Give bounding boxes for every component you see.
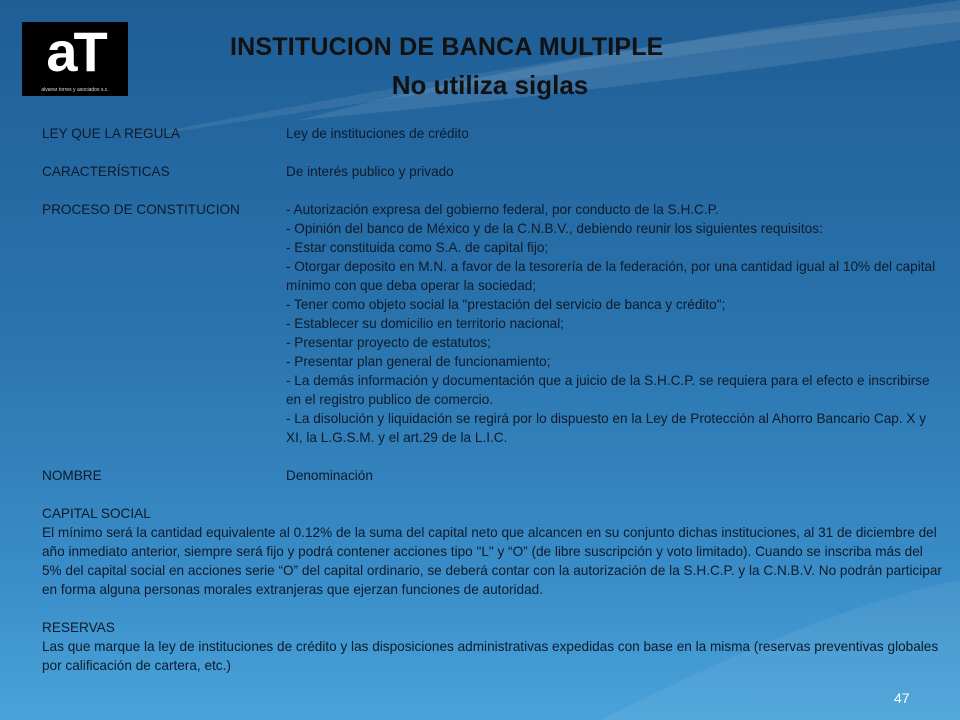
reservas-label: RESERVAS [42, 620, 115, 635]
logo-tagline: alvarez torres y asociados s.c. [41, 87, 109, 93]
proceso-item: - Opinión del banco de México y de la C.N.B.V., debiendo reunir los siguientes requisitos: [286, 221, 823, 236]
proceso-item: - Presentar proyecto de estatutos; [286, 335, 491, 350]
page-number: 47 [894, 690, 910, 706]
proceso-item: - Tener como objeto social la "prestación del servicio de banca y crédito"; [286, 297, 726, 312]
page-subtitle: No utiliza siglas [391, 70, 589, 100]
nombre-row [42, 466, 942, 485]
proceso-item: - Presentar plan general de funcionamiento; [286, 354, 551, 369]
proceso-first: - Autorización expresa del gobierno federal, por conducto de la S.H.C.P. [286, 202, 719, 217]
reservas-text: Las que marque la ley de instituciones de crédito y las disposiciones administrativas expedidas con base en la misma (reservas preventivas globales por calificación de cartera, etc.) [42, 639, 939, 673]
nombre-value: Denominación [286, 468, 373, 483]
proceso-item: - Establecer su domicilio en territorio nacional; [286, 316, 565, 331]
logo-mark: aT [46, 22, 104, 83]
proceso-item: - Otorgar deposito en M.N. a favor de la tesorería de la federación, por una cantidad igual al 10% del capital mínimo con que deba operar la sociedad; [286, 259, 936, 293]
proceso-item: - La demás información y documentación que a juicio de la S.H.C.P. se requiera para el efecto e inscribirse en el registro publico de comercio. [286, 373, 930, 407]
ley-row [42, 124, 942, 143]
caracteristicas-label: CARACTERÍSTICAS [42, 164, 170, 179]
proceso-item: - Estar constituida como S.A. de capital fijo; [286, 240, 549, 255]
company-logo [22, 22, 128, 96]
ley-value: Ley de instituciones de crédito [286, 126, 469, 141]
ley-label: LEY QUE LA REGULA [42, 126, 181, 141]
nombre-label: NOMBRE [42, 468, 102, 483]
capital-text: El mínimo será la cantidad equivalente al 0.12% de la suma del capital neto que alcancen en su conjunto dichas instituciones, al 31 de diciembre del año inmediato anterior, siempre será fijo y podrá contener acciones tipo "L" y “O” (de libre suscripción y voto limitado). Cuando se inscriba más del 5% del capital social en acciones serie “O” del capital ordinario, se deberá contar con la autorización de la S.H.C.P. y la C.N.B.V. No podrán participar en forma alguna personas morales extranjeras que ejerzan funciones de autoridad. [42, 525, 942, 597]
proceso-list [286, 219, 942, 447]
proceso-label: PROCESO DE CONSTITUCION [42, 202, 240, 217]
proceso-item: - La disolución y liquidación se regirá por lo dispuesto en la Ley de Protección al Ahorro Bancario Cap. X y XI, la L.G.S.M. y el art.29 de la L.I.C. [286, 411, 927, 445]
proceso-row [42, 200, 942, 219]
caracteristicas-value: De interés publico y privado [286, 164, 454, 179]
caracteristicas-row [42, 162, 942, 181]
capital-label: CAPITAL SOCIAL [42, 506, 151, 521]
page-title: INSTITUCION DE BANCA MULTIPLE [230, 33, 664, 61]
document-body [42, 124, 942, 675]
